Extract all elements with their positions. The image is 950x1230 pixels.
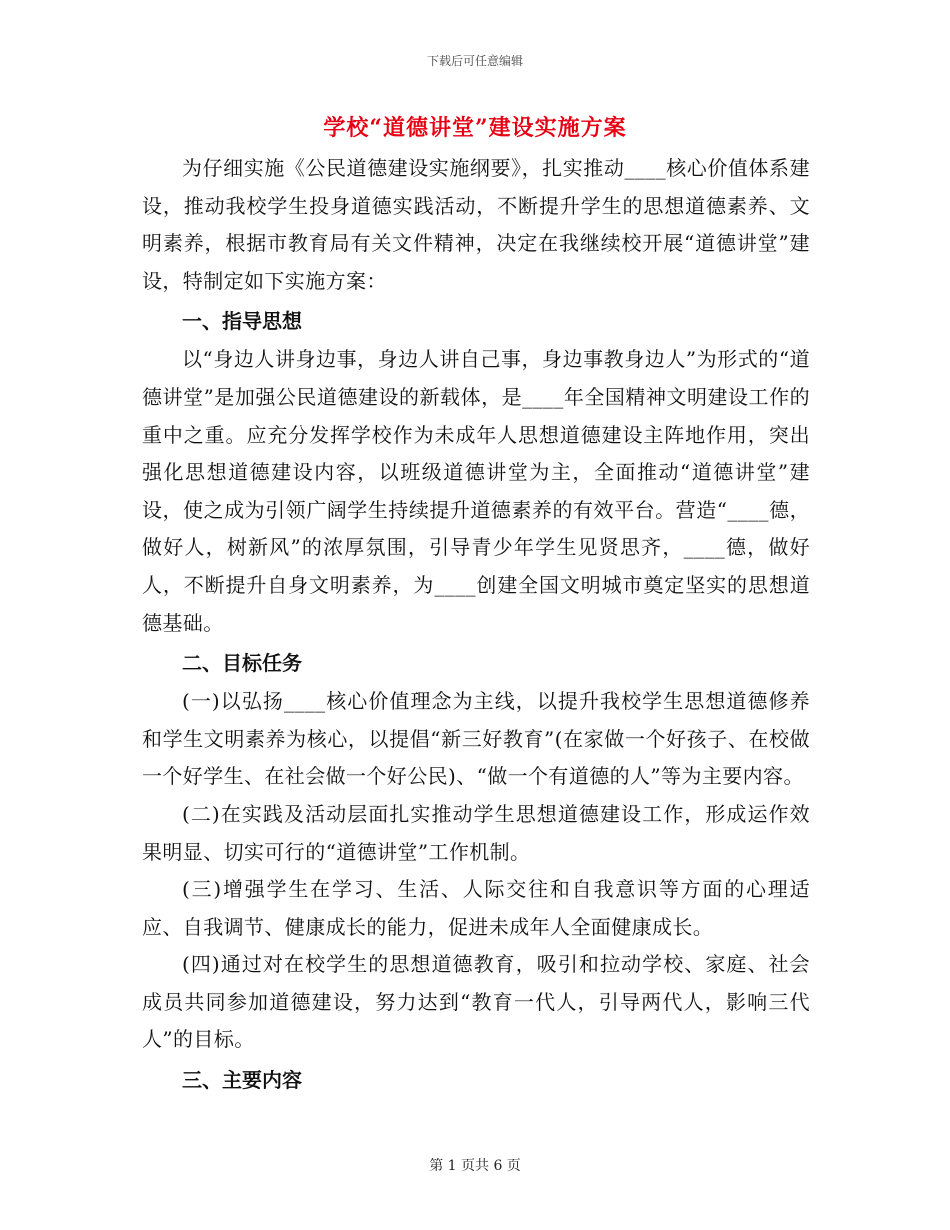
section-heading-goals: 二、目标任务	[182, 651, 302, 676]
goal-paragraph-1: (一)以弘扬____核心价值理念为主线，以提升我校学生思想道德修养和学生文明素养为核心，以提倡“新三好教育”(在家做一个好孩子、在校做一个好学生、在社会做一个好公民)、“做一个有道德的人”等为主要内容。	[142, 689, 810, 789]
document-title: 学校“道德讲堂”建设实施方案	[323, 115, 627, 141]
intro-paragraph: 为仔细实施《公民道德建设实施纲要》，扎实推动____核心价值体系建设，推动我校学生投身道德实践活动，不断提升学生的思想道德素养、文明素养，根据市教育局有关文件精神，决定在我继续校开展“道德讲堂”建设，特制定如下实施方案：	[142, 156, 810, 293]
page-header: 下载后可任意编辑	[426, 54, 523, 68]
goal-paragraph-4: (四)通过对在校学生的思想道德教育，吸引和拉动学校、家庭、社会成员共同参加道德建设，努力达到“教育一代人，引导两代人，影响三代人”的目标。	[142, 952, 810, 1052]
goal-paragraph-2: (二)在实践及活动层面扎实推动学生思想道德建设工作，形成运作效果明显、切实可行的“道德讲堂”工作机制。	[142, 801, 810, 864]
guiding-ideology-paragraph: 以“身边人讲身边事，身边人讲自己事，身边事教身边人”为形式的“道德讲堂”是加强公民道德建设的新载体，是____年全国精神文明建设工作的重中之重。应充分发挥学校作为未成年人思想道德建设主阵地作用，突出强化思想道德建设内容，以班级道德讲堂为主，全面推动“道德讲堂”建设，使之成为引领广阔学生持续提升道德素养的有效平台。营造“____德，做好人，树新风”的浓厚氛围，引导青少年学生见贤思齐，____德，做好人，不断提升自身文明素养，为____创建全国文明城市奠定坚实的思想道德基础。	[142, 347, 810, 635]
goal-paragraph-3: (三)增强学生在学习、生活、人际交往和自我意识等方面的心理适应、自我调节、健康成长的能力，促进未成年人全面健康成长。	[142, 877, 810, 939]
page-number: 第 1 页共 6 页	[429, 1158, 521, 1174]
section-heading-guiding-ideology: 一、指导思想	[182, 309, 302, 334]
document-body	[142, 150, 810, 1100]
section-heading-main-content: 三、主要内容	[182, 1068, 302, 1093]
